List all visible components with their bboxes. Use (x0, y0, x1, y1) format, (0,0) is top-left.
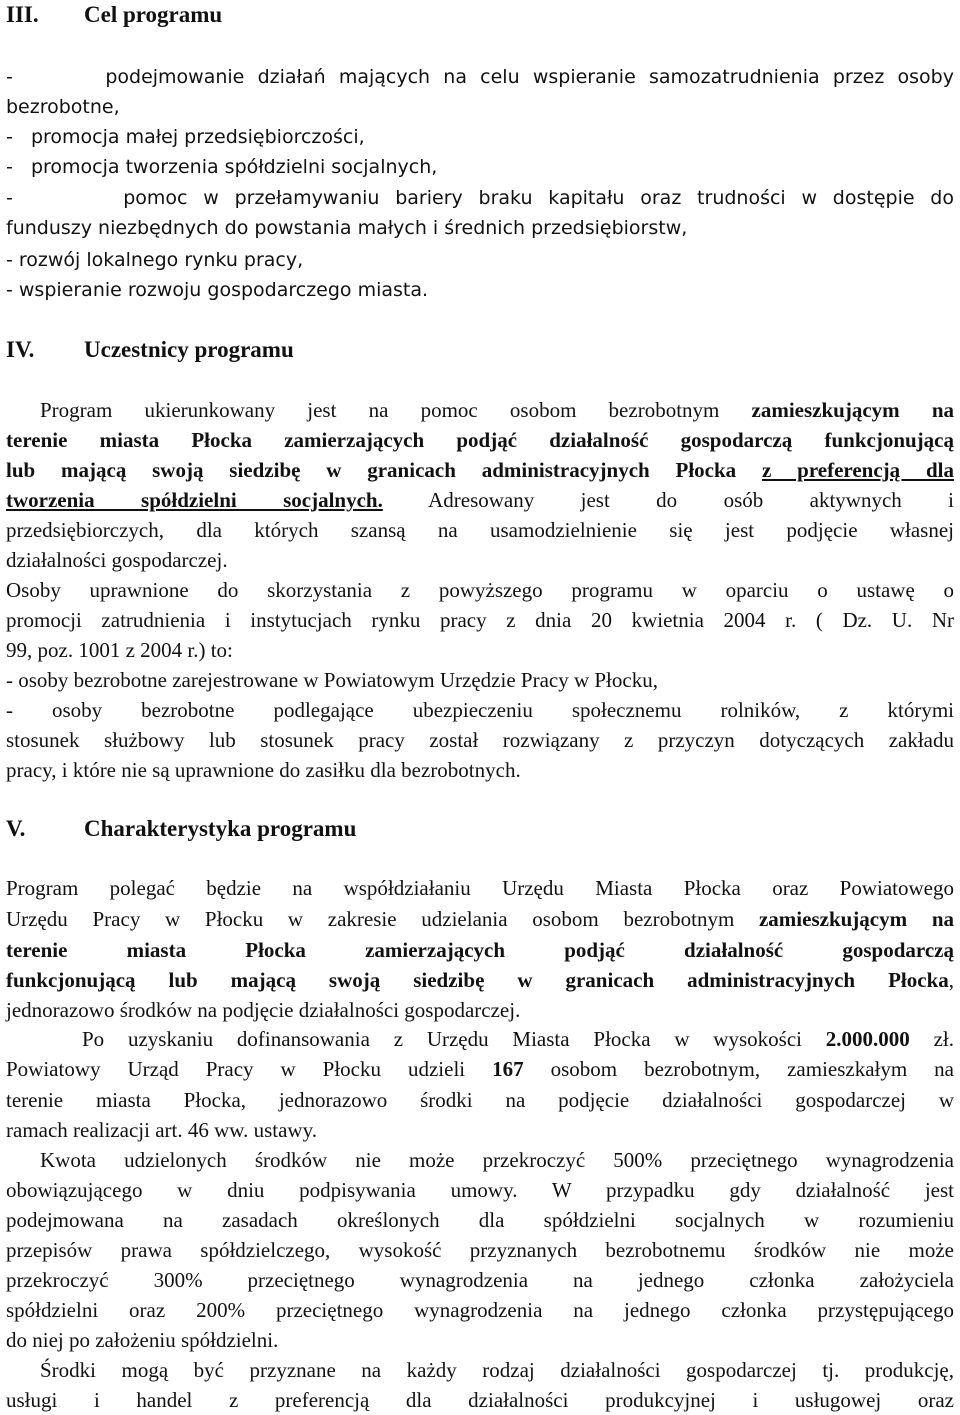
paragraph-line: do niej po założeniu spółdzielni. (6, 1328, 279, 1352)
paragraph-line: ramach realizacji art. 46 ww. ustawy. (6, 1118, 317, 1142)
section-title: Uczestnicy programu (84, 337, 294, 362)
underlined-span: z preferencją dla (762, 458, 954, 482)
paragraph-line: Kwota udzielonych środków nie może przekroczyć 500% przeciętnego wynagrodzenia (40, 1148, 954, 1172)
paragraph-line: pracy, i które nie są uprawnione do zasiłku dla bezrobotnych. (6, 758, 521, 782)
paragraph-line: 99, poz. 1001 z 2004 r.) to: (6, 638, 233, 662)
paragraph-line: jednorazowo środków na podjęcie działalności gospodarczej. (6, 998, 521, 1022)
goal-item-5: - rozwój lokalnego rynku pracy, (6, 249, 304, 271)
paragraph-line (6, 1054, 954, 1084)
paragraph-line (6, 395, 954, 425)
paragraph-line: podejmowana na zasadach określonych dla spółdzielni socjalnych w rozumieniu (6, 1208, 954, 1232)
paragraph-line: przekroczyć 300% przeciętnego wynagrodzenia na jednego członka założyciela (6, 1268, 954, 1292)
paragraph-line: spółdzielni oraz 200% przeciętnego wynagrodzenia na jednego członka przystępującego (6, 1298, 954, 1322)
section-title: Cel programu (84, 2, 223, 27)
paragraph-line (6, 455, 954, 485)
section-number: III. (6, 2, 39, 27)
text-span: zł. (909, 1027, 954, 1051)
section-heading-iv (6, 335, 954, 365)
goal-item-1: - podejmowanie działań mających na celu wspieranie samozatrudnienia przez osoby (6, 66, 954, 88)
goal-item-4: - pomoc w przełamywaniu bariery braku kapitału oraz trudności w dostępie do (6, 187, 954, 209)
paragraph-line (6, 1024, 954, 1054)
paragraph-line: działalności gospodarczej. (6, 548, 228, 572)
paragraph-line (6, 935, 954, 965)
text-span: Powiatowy Urząd Pracy w Płocku udzieli (6, 1057, 493, 1081)
paragraph-line: usługi i handel z preferencją dla działalności produkcyjnej i usługowej oraz (6, 1388, 954, 1412)
bold-span: zamieszkującym na (751, 398, 954, 422)
paragraph-line: Osoby uprawnione do skorzystania z powyższego programu w oparciu o ustawę o (6, 578, 954, 602)
goal-item-4-cont: funduszy niezbędnych do powstania małych i średnich przedsiębiorstw, (6, 217, 688, 239)
section-heading-v (6, 814, 954, 844)
paragraph-line (6, 965, 954, 995)
goal-item-1-cont: bezrobotne, (6, 96, 120, 118)
goal-item-2: - promocja małej przedsiębiorczości, (6, 126, 365, 148)
goal-item-3: - promocja tworzenia spółdzielni socjalnych, (6, 156, 438, 178)
amount-value: 2.000.000 (825, 1027, 910, 1051)
bold-span: terenie miasta Płocka zamierzających podjąć działalność gospodarczą funkcjonującą (6, 428, 954, 452)
paragraph-line (6, 425, 954, 455)
paragraph-line: przepisów prawa spółdzielczego, wysokość przyznanych bezrobotnemu środków nie może (6, 1238, 954, 1262)
section-number: IV. (6, 337, 35, 362)
paragraph-line: terenie miasta Płocka, jednorazowo środki na podjęcie działalności gospodarczej w (6, 1088, 954, 1112)
list-item: - osoby bezrobotne podlegające ubezpieczeniu społecznemu rolników, z którymi (6, 698, 954, 722)
bold-span: lub mającą swoją siedzibę w granicach administracyjnych Płocka (6, 458, 763, 482)
list-item: - osoby bezrobotne zarejestrowane w Powiatowym Urzędzie Pracy w Płocku, (6, 668, 658, 692)
paragraph-line (6, 904, 954, 934)
text-span: osobom bezrobotnym, zamieszkałym na (523, 1057, 954, 1081)
paragraph-line: stosunek służbowy lub stosunek pracy został rozwiązany z przyczyn dotyczących zakładu (6, 728, 954, 752)
paragraph-line: Środki mogą być przyznane na każdy rodzaj działalności gospodarczej tj. produkcję, (40, 1358, 954, 1382)
goal-item-6: - wspieranie rozwoju gospodarczego miasta. (6, 279, 429, 301)
text-span: , (948, 968, 954, 992)
section-number: V. (6, 816, 26, 841)
paragraph-line: promocji zatrudnienia i instytucjach rynku pracy z dnia 20 kwietnia 2004 r. ( Dz. U. Nr (6, 608, 954, 632)
text-span: Po uzyskaniu dofinansowania z Urzędu Miasta Płocka w wysokości (82, 1027, 826, 1051)
bold-span: funkcjonującą lub mającą swoją siedzibę w granicach administracyjnych Płocka (6, 968, 949, 992)
section-title: Charakterystyka programu (84, 816, 357, 841)
section-heading-iii (6, 0, 954, 30)
paragraph-line: obowiązującego w dniu podpisywania umowy. W przypadku gdy działalność jest (6, 1178, 954, 1202)
underlined-span: tworzenia spółdzielni socjalnych. (6, 488, 383, 512)
paragraph-line (6, 485, 954, 515)
text-span: Program ukierunkowany jest na pomoc osobom bezrobotnym (40, 398, 752, 422)
paragraph-line: przedsiębiorczych, dla których szansą na usamodzielnienie się jest podjęcie własnej (6, 518, 954, 542)
paragraph-line: Program polegać będzie na współdziałaniu Urzędu Miasta Płocka oraz Powiatowego (6, 876, 954, 900)
bold-span: zamieszkującym na (758, 907, 954, 931)
count-value: 167 (492, 1057, 524, 1081)
bold-span: terenie miasta Płocka zamierzających podjąć działalność gospodarczą (6, 938, 954, 962)
text-span: Urzędu Pracy w Płocku w zakresie udzielania osobom bezrobotnym (6, 907, 759, 931)
text-span: Adresowany jest do osób aktywnych i (382, 488, 954, 512)
